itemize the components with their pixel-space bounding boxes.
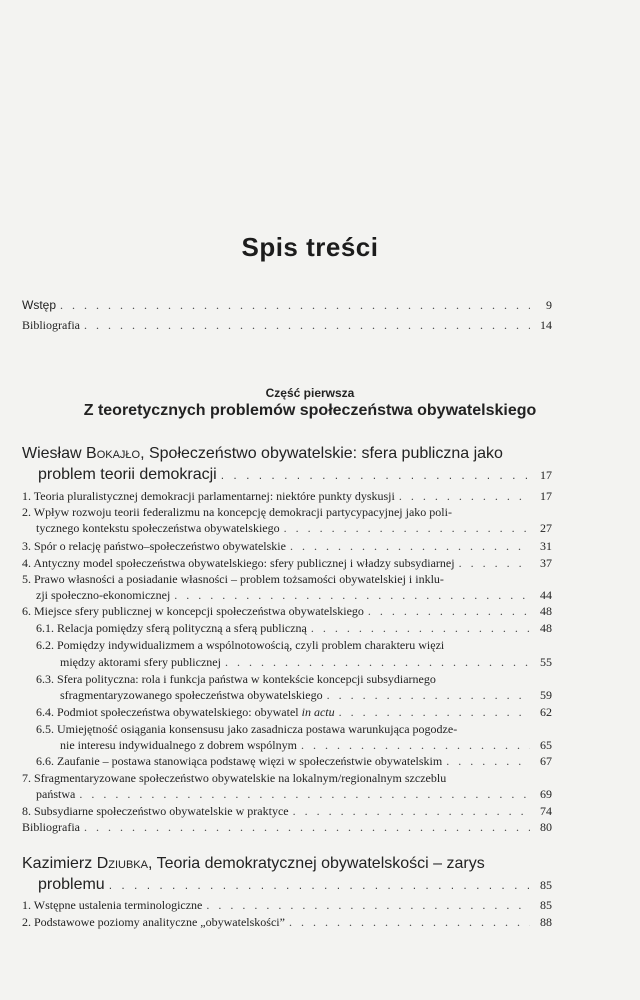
toc-entry-bibliografia[interactable]: [22, 318, 552, 332]
toc-entry[interactable]: [36, 705, 552, 719]
dot-leader: [339, 705, 530, 719]
toc-entry-label: 8. Subsydiarne społeczeństwo obywatelskie w praktyce: [22, 804, 289, 818]
dot-leader: [284, 521, 530, 535]
dot-leader: [327, 688, 530, 702]
dot-leader: [399, 489, 530, 503]
dot-leader: [174, 588, 530, 602]
dot-leader: [206, 898, 530, 912]
toc-page-number: 65: [540, 738, 552, 752]
toc-page-number: 48: [540, 604, 552, 618]
toc-entry-label: tycznego kontekstu społeczeństwa obywatelskiego: [36, 521, 280, 535]
toc-page-number: 9: [546, 298, 552, 312]
toc-page-number: 31: [540, 539, 552, 553]
dot-leader: [289, 915, 530, 929]
toc-entry[interactable]: [60, 738, 552, 752]
toc-entry-label: 6.5. Umiejętność osiągania konsensusu jako zasadnicza postawa warunkująca pogodze-: [36, 722, 458, 736]
toc-entry-italic: in actu: [301, 705, 335, 719]
toc-page-number: 85: [540, 878, 552, 892]
toc-entry-bibliografia[interactable]: [22, 820, 552, 834]
chapter1-author-first: Wiesław: [22, 445, 82, 462]
toc-entry[interactable]: [22, 915, 552, 929]
toc-entry[interactable]: [22, 556, 552, 570]
toc-entry[interactable]: [22, 898, 552, 912]
toc-entry-label: 2. Podstawowe poziomy analityczne „obywatelskości”: [22, 915, 285, 929]
toc-page-number: 48: [540, 621, 552, 635]
toc-page-number: 59: [540, 688, 552, 702]
chapter1-title-line1: , Społeczeństwo obywatelskie: sfera publiczna jako: [140, 445, 503, 462]
chapter2-title-line2: problemu: [38, 876, 105, 893]
toc-entry-wstep[interactable]: [22, 298, 552, 312]
toc-page-number: 85: [540, 898, 552, 912]
toc-entry[interactable]: [22, 489, 552, 503]
dot-leader: [60, 298, 530, 312]
dot-leader: [459, 556, 530, 570]
toc-entry-label: nie interesu indywidualnego z dobrem wspólnym: [60, 738, 297, 752]
toc-page-number: 17: [540, 489, 552, 503]
part-title: Z teoretycznych problemów społeczeństwa obywatelskiego: [83, 402, 537, 419]
chapter2-author-last: Dziubka: [96, 855, 148, 872]
toc-page-number: 62: [540, 705, 552, 719]
dot-leader: [84, 820, 530, 834]
toc-entry-label: Bibliografia: [22, 318, 80, 332]
dot-leader: [293, 804, 530, 818]
toc-entry[interactable]: [22, 604, 552, 618]
toc-entry[interactable]: [60, 655, 552, 669]
toc-entry-label: między aktorami sfery publicznej: [60, 655, 221, 669]
toc-entry-label: Bibliografia: [22, 820, 80, 834]
toc-entry[interactable]: [60, 688, 552, 702]
toc-page-number: 27: [540, 521, 552, 535]
toc-entry-label: 4. Antyczny model społeczeństwa obywatelskiego: sfery publicznej i władzy subsydiarnej: [22, 556, 455, 570]
toc-entry-label: 5. Prawo własności a posiadanie własności – problem tożsamości obywatelskiej i inklu-: [22, 572, 444, 586]
toc-entry[interactable]: [36, 588, 552, 602]
page-title: Spis treści: [241, 232, 379, 262]
dot-leader: [446, 754, 530, 768]
part-label: Część pierwsza: [265, 386, 355, 400]
toc-entry-text: 6.4. Podmiot społeczeństwa obywatelskiego: obywatel: [36, 705, 302, 719]
dot-leader: [84, 318, 530, 332]
toc-entry-label: [36, 705, 335, 719]
toc-entry[interactable]: [36, 754, 552, 768]
toc-entry[interactable]: [36, 521, 552, 535]
toc-entry-label: 6.1. Relacja pomiędzy sferą polityczną a sferą publiczną: [36, 621, 307, 635]
dot-leader: [221, 466, 530, 484]
dot-leader: [301, 738, 530, 752]
toc-entry-label: 6.2. Pomiędzy indywidualizmem a wspólnotowością, czyli problem charakteru więzi: [36, 638, 445, 652]
toc-page-number: 37: [540, 556, 552, 570]
dot-leader: [311, 621, 530, 635]
chapter2-title-line1: , Teoria demokratycznej obywatelskości – zarys: [147, 855, 485, 872]
toc-entry-label: 1. Teoria pluralistycznej demokracji parlamentarnej: niektóre punkty dyskusji: [22, 489, 395, 503]
toc-page-number: 69: [540, 787, 552, 801]
toc-entry[interactable]: [36, 787, 552, 801]
chapter1-heading-line2[interactable]: [38, 466, 552, 484]
dot-leader: [79, 787, 530, 801]
toc-entry-label: państwa: [36, 787, 76, 801]
toc-entry-label: zji społeczno-ekonomicznej: [36, 588, 171, 602]
toc-entry[interactable]: [22, 804, 552, 818]
chapter2-heading-line2[interactable]: [38, 876, 552, 894]
toc-page-number: 80: [540, 820, 552, 834]
chapter1-title-line2: problem teorii demokracji: [38, 466, 217, 483]
dot-leader: [290, 539, 530, 553]
chapter2-heading-line1[interactable]: [22, 854, 542, 874]
toc-page-number: 17: [540, 468, 552, 482]
toc-page-number: 55: [540, 655, 552, 669]
toc-entry-label: 1. Wstępne ustalenia terminologiczne: [22, 898, 203, 912]
toc-page-number: 14: [540, 318, 552, 332]
toc-entry-label: 3. Spór o relację państwo–społeczeństwo obywatelskie: [22, 539, 286, 553]
chapter1-heading-line1[interactable]: [22, 444, 542, 464]
toc-entry[interactable]: [36, 621, 552, 635]
toc-entry-label: 6.6. Zaufanie – postawa stanowiąca podstawę więzi w społeczeństwie obywatelskim: [36, 754, 443, 768]
toc-page-number: 74: [540, 804, 552, 818]
toc-entry-label: 7. Sfragmentaryzowane społeczeństwo obywatelskie na lokalnym/regionalnym szczeblu: [22, 771, 447, 785]
chapter1-author-last: Bokajło: [86, 445, 141, 462]
toc-entry-label: sfragmentaryzowanego społeczeństwa obywatelskiego: [60, 688, 323, 702]
chapter2-author-first: Kazimierz: [22, 855, 93, 872]
toc-entry[interactable]: [22, 539, 552, 553]
dot-leader: [368, 604, 530, 618]
toc-page-number: 67: [540, 754, 552, 768]
dot-leader: [225, 655, 530, 669]
toc-entry-label: 2. Wpływ rozwoju teorii federalizmu na koncepcję demokracji partycypacyjnej jako poli-: [22, 505, 452, 519]
toc-entry-label: Wstęp: [22, 298, 57, 312]
toc-entry-label: 6.3. Sfera polityczna: rola i funkcja państwa w kontekście koncepcji subsydiarnego: [36, 672, 436, 686]
toc-entry-label: 6. Miejsce sfery publicznej w koncepcji społeczeństwa obywatelskiego: [22, 604, 364, 618]
toc-page-number: 44: [540, 588, 552, 602]
toc-page-number: 88: [540, 915, 552, 929]
dot-leader: [109, 876, 530, 894]
